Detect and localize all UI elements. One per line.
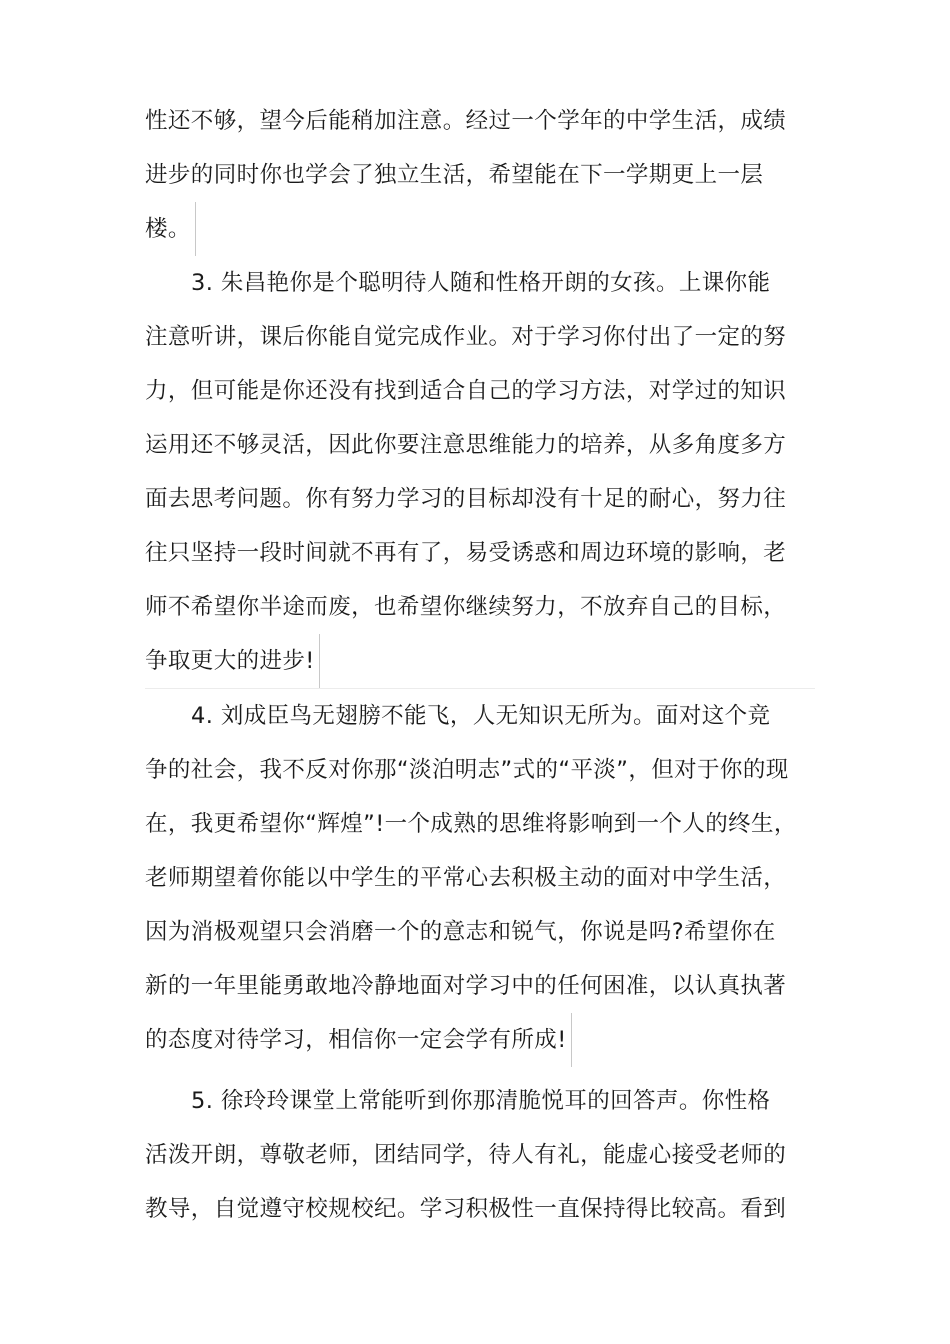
text-line: 新的一年里能勇敢地冷静地面对学习中的任何困准，以认真执著	[145, 973, 787, 999]
text-line: 往只坚持一段时间就不再有了，易受诱惑和周边环境的影响，老	[145, 540, 787, 566]
text-line: 3. 朱昌艳你是个聪明待人随和性格开朗的女孩。上课你能	[191, 270, 771, 296]
paragraph-comment-4	[145, 688, 815, 1067]
text-line: 因为消极观望只会消磨一个的意志和锐气，你说是吗?希望你在	[145, 919, 776, 945]
text-line: 4. 刘成臣鸟无翅膀不能飞，人无知识无所为。面对这个竞	[191, 703, 771, 729]
text-line: 的态度对待学习，相信你一定会学有所成!	[145, 1013, 572, 1067]
text-line: 教导，自觉遵守校规校纪。学习积极性一直保持得比较高。看到	[145, 1196, 787, 1222]
text-line: 老师期望着你能以中学生的平常心去积极主动的面对中学生活，	[145, 865, 787, 891]
paragraph-comment-3	[145, 256, 815, 688]
text-line: 在，我更希望你“辉煌”!一个成熟的思维将影响到一个人的终生，	[145, 811, 797, 837]
text-line: 争取更大的进步!	[145, 634, 320, 688]
text-line: 性还不够，望今后能稍加注意。经过一个学年的中学生活，成绩	[145, 108, 787, 134]
text-line: 注意听讲，课后你能自觉完成作业。对于学习你付出了一定的努	[145, 324, 787, 350]
text-line: 运用还不够灵活，因此你要注意思维能力的培养，从多角度多方	[145, 432, 787, 458]
paragraph-continuation	[145, 94, 815, 256]
text-line: 师不希望你半途而废，也希望你继续努力，不放弃自己的目标，	[145, 594, 787, 620]
paragraph-comment-5	[145, 1074, 815, 1236]
text-line: 争的社会，我不反对你那“淡泊明志”式的“平淡”，但对于你的现	[145, 757, 789, 783]
text-line: 面去思考问题。你有努力学习的目标却没有十足的耐心，努力往	[145, 486, 787, 512]
text-line: 5. 徐玲玲课堂上常能听到你那清脆悦耳的回答声。你性格	[191, 1088, 771, 1114]
text-line: 进步的同时你也学会了独立生活，希望能在下一学期更上一层	[145, 162, 764, 188]
text-line: 楼。	[145, 202, 196, 256]
text-line: 力，但可能是你还没有找到适合自己的学习方法，对学过的知识	[145, 378, 787, 404]
text-line: 活泼开朗，尊敬老师，团结同学，待人有礼，能虚心接受老师的	[145, 1142, 787, 1168]
